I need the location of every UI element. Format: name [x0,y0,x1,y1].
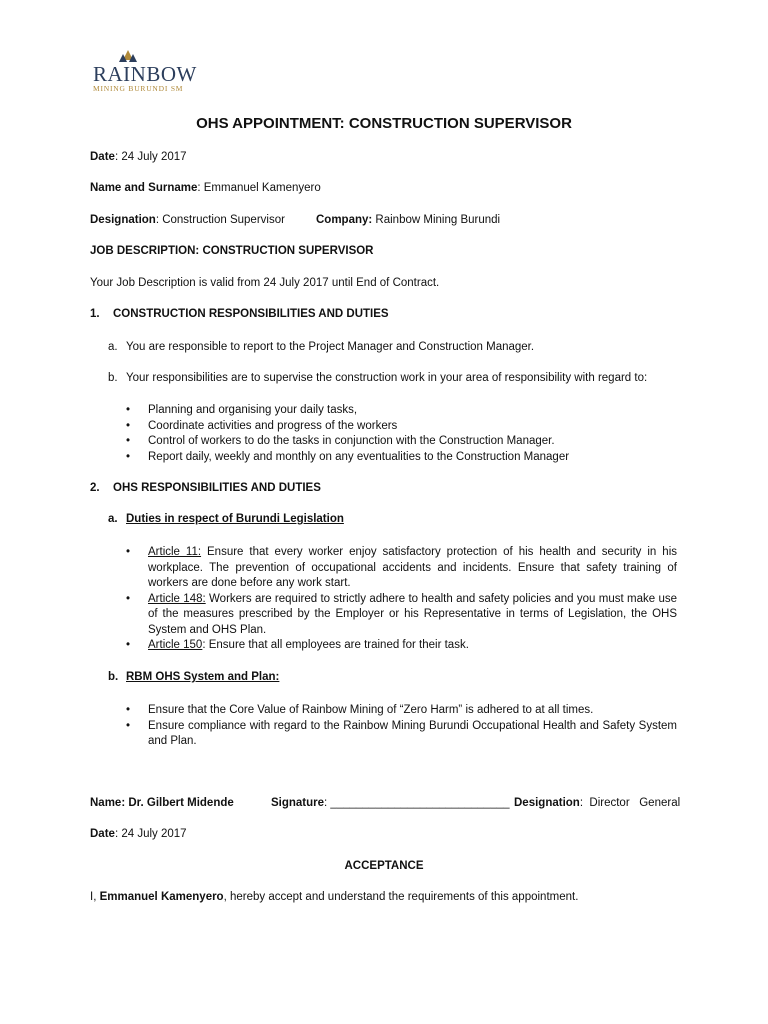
section-1-item-b [108,372,647,384]
section-2-title: OHS RESPONSIBILITIES AND DUTIES [113,482,321,494]
section-1-title: CONSTRUCTION RESPONSIBILITIES AND DUTIES [113,308,389,320]
designation-label: Designation [90,214,156,226]
list-item [126,638,677,654]
list-item: • Ensure that the Core Value of Rainbow Mining of “Zero Harm” is adhered to at all times. [126,703,677,719]
signoff-designation-value: : Director General [579,797,681,809]
signoff-designation [514,797,680,809]
list-item: • Planning and organising your daily tasks, [126,403,686,419]
name-line [90,182,321,194]
article-ref: Article 148: [148,592,206,605]
section-1-item-a [108,341,534,353]
sub-b-heading: RBM OHS System and Plan: [126,671,280,683]
article-text: Ensure that every worker enjoy satisfactory protection of his health and security in his workplace. The prevention of occupational accidents and incidents. Ensure that safety training of workers are done before any work start. [148,546,677,589]
date-line [90,151,187,163]
section-2-sub-b [108,671,279,683]
ohs-system-list [126,703,677,750]
job-description-heading: JOB DESCRIPTION: CONSTRUCTION SUPERVISOR [90,245,374,257]
item-b-text: Your responsibilities are to supervise the construction work in your area of responsibility with regard to: [126,372,648,384]
designation-value: : Construction Supervisor [155,214,285,226]
sub-a-letter: a. [108,513,118,525]
list-item: • Control of workers to do the tasks in conjunction with the Construction Manager. [126,434,686,450]
signature-field [271,797,510,809]
signoff-date-value: : 24 July 2017 [114,828,187,840]
section-1-heading [90,308,389,320]
list-item: • Ensure compliance with regard to the Rainbow Mining Burundi Occupational Health and Safety System and Plan. [126,719,677,750]
section-2-sub-a [108,513,344,525]
article-text: : Ensure that all employees are trained for their task. [202,639,469,651]
list-item: • Report daily, weekly and monthly on any eventualities to the Construction Manager [126,450,686,466]
section-1-bullet-list [126,403,686,465]
acceptance-prefix: I, [90,891,100,903]
sub-b-letter: b. [108,671,119,683]
company-logo [90,50,210,100]
article-ref: Article 150 [148,639,203,651]
logo-subtitle: MINING BURUNDI SM [93,84,184,93]
item-a-text: You are responsible to report to the Project Manager and Construction Manager. [126,341,535,353]
date-label: Date [90,151,115,163]
signoff-designation-label: Designation [514,797,580,809]
list-item: • Coordinate activities and progress of the workers [126,419,686,435]
signoff-date [90,828,187,840]
item-b-letter: b. [108,372,118,384]
sub-a-heading: Duties in respect of Burundi Legislation [126,513,344,525]
articles-list [126,545,677,654]
company-value: Rainbow Mining Burundi [372,214,501,226]
acceptance-text: , hereby accept and understand the requirements of this appointment. [223,891,579,903]
acceptance-statement [90,891,578,903]
list-item [126,592,677,639]
validity-text: Your Job Description is valid from 24 July 2017 until End of Contract. [90,277,440,289]
document-title: OHS APPOINTMENT: CONSTRUCTION SUPERVISOR [196,115,572,132]
date-value: : 24 July 2017 [114,151,187,163]
name-value: : Emmanuel Kamenyero [197,182,321,194]
signoff-name: Name: Dr. Gilbert Midende [90,797,234,809]
item-a-letter: a. [108,341,118,353]
designation-line [90,214,285,226]
section-2-heading [90,482,321,494]
company-line [316,214,500,226]
section-1-number: 1. [90,308,100,320]
signature-label: Signature [271,797,325,809]
logo-name: RAINBOW [93,62,197,86]
name-label: Name and Surname [90,182,198,194]
acceptance-name: Emmanuel Kamenyero [99,891,224,903]
acceptance-heading: ACCEPTANCE [344,860,424,872]
company-label: Company: [316,214,373,226]
section-2-number: 2. [90,482,100,494]
list-item [126,545,677,592]
article-text: Workers are required to strictly adhere to health and safety policies and you must make use of the measures prescribed by the Employer or his Representative in terms of Legislation, the OHS System and OHS Plan. [148,592,678,636]
signoff-date-label: Date [90,828,115,840]
article-ref: Article 11: [148,546,202,558]
signature-line: : ____________________________ [324,797,510,809]
